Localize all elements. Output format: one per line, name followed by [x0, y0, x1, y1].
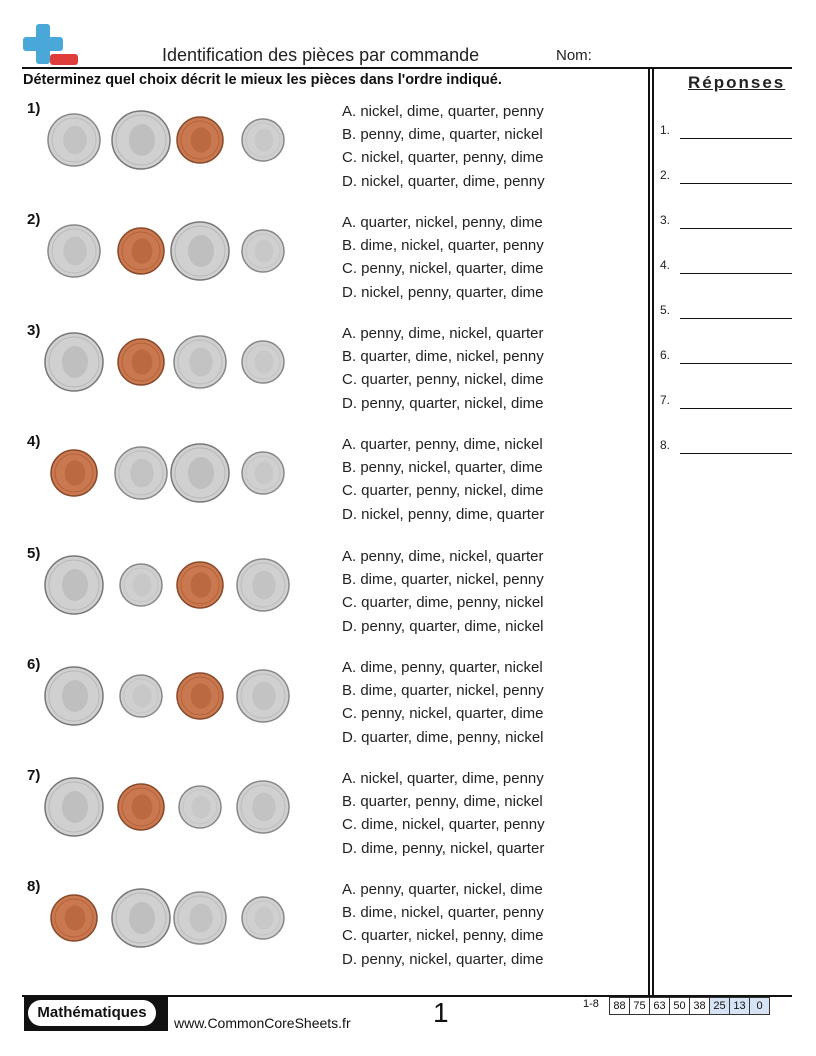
coin-row — [50, 658, 320, 730]
problem-number: 6) — [27, 656, 41, 673]
problem-number: 8) — [27, 878, 41, 895]
coin-row — [50, 769, 320, 841]
quarter-coin-icon — [43, 331, 105, 398]
choice-option: C. quarter, nickel, penny, dime — [342, 927, 544, 945]
problem-2 — [22, 211, 642, 311]
dime-coin-icon — [240, 339, 286, 390]
score-cell: 88 — [610, 998, 630, 1015]
choice-option: A. dime, penny, quarter, nickel — [342, 659, 543, 676]
choice-option: C. penny, nickel, quarter, dime — [342, 705, 544, 723]
choice-list — [342, 767, 545, 860]
nickel-coin-icon — [46, 223, 102, 284]
penny-coin-icon — [175, 671, 225, 726]
answer-blank[interactable] — [680, 183, 792, 184]
answer-number: 7. — [660, 393, 671, 407]
penny-coin-icon — [175, 560, 225, 615]
choice-list — [342, 322, 544, 415]
choice-option: D. penny, quarter, dime, nickel — [342, 617, 544, 635]
answer-row — [660, 258, 792, 278]
choice-option: A. quarter, penny, dime, nickel — [342, 436, 543, 453]
penny-coin-icon — [49, 893, 99, 948]
problem-5 — [22, 545, 642, 645]
penny-coin-icon — [49, 448, 99, 503]
quarter-coin-icon — [169, 220, 231, 287]
answer-row — [660, 393, 792, 413]
choice-option: D. nickel, quarter, dime, penny — [342, 172, 545, 190]
choice-option: C. nickel, quarter, penny, dime — [342, 149, 544, 167]
score-cell: 50 — [670, 998, 690, 1015]
answer-number: 8. — [660, 438, 671, 452]
problem-7 — [22, 767, 642, 867]
choice-option: B. penny, nickel, quarter, dime — [342, 459, 543, 477]
coin-row — [50, 213, 320, 285]
problem-number: 4) — [27, 433, 41, 450]
choice-list — [342, 433, 544, 526]
nickel-coin-icon — [172, 334, 228, 395]
choice-option: C. penny, nickel, quarter, dime — [342, 260, 544, 278]
coin-row — [50, 435, 320, 507]
penny-coin-icon — [116, 337, 166, 392]
page-number: 1 — [433, 997, 449, 1028]
answer-blank[interactable] — [680, 363, 792, 364]
brand-label: Mathématiques — [28, 1000, 156, 1026]
score-cell: 38 — [690, 998, 710, 1015]
answer-number: 6. — [660, 348, 671, 362]
quarter-coin-icon — [43, 776, 105, 843]
brand-badge — [24, 997, 168, 1031]
coin-row — [50, 880, 320, 952]
choice-option: A. nickel, dime, quarter, penny — [342, 103, 544, 120]
choice-option: D. quarter, dime, penny, nickel — [342, 728, 544, 746]
header-divider — [22, 67, 792, 69]
choice-list — [342, 211, 544, 304]
choice-option: D. penny, nickel, quarter, dime — [342, 950, 544, 968]
quarter-coin-icon — [169, 442, 231, 509]
choice-list — [342, 656, 544, 749]
name-label: Nom: — [556, 47, 592, 64]
dime-coin-icon — [118, 673, 164, 724]
answer-number: 4. — [660, 258, 671, 272]
score-range-label: 1-8 — [583, 998, 599, 1010]
answer-row — [660, 123, 792, 143]
penny-coin-icon — [116, 226, 166, 281]
choice-option: C. quarter, dime, penny, nickel — [342, 594, 544, 612]
score-cell: 63 — [650, 998, 670, 1015]
score-table — [609, 997, 770, 1015]
choice-option: C. quarter, penny, nickel, dime — [342, 371, 544, 389]
choice-option: D. nickel, penny, dime, quarter — [342, 505, 545, 523]
choice-option: B. dime, nickel, quarter, penny — [342, 237, 544, 255]
problem-4 — [22, 433, 642, 533]
website-url: www.CommonCoreSheets.fr — [174, 1015, 351, 1031]
penny-coin-icon — [116, 782, 166, 837]
dime-coin-icon — [240, 117, 286, 168]
answer-blank[interactable] — [680, 228, 792, 229]
answer-number: 5. — [660, 303, 671, 317]
penny-coin-icon — [175, 115, 225, 170]
answer-number: 3. — [660, 213, 671, 227]
coin-row — [50, 547, 320, 619]
dime-coin-icon — [240, 228, 286, 279]
nickel-coin-icon — [235, 557, 291, 618]
quarter-coin-icon — [43, 554, 105, 621]
dime-coin-icon — [177, 784, 223, 835]
instructions: Déterminez quel choix décrit le mieux les pièces dans l'ordre indiqué. — [23, 72, 502, 88]
problem-number: 1) — [27, 100, 41, 117]
worksheet-title: Identification des pièces par commande — [162, 45, 480, 65]
choice-option: B. quarter, dime, nickel, penny — [342, 348, 544, 366]
dime-coin-icon — [240, 895, 286, 946]
quarter-coin-icon — [110, 109, 172, 176]
choice-option: B. dime, quarter, nickel, penny — [342, 571, 544, 589]
choice-option: A. penny, quarter, nickel, dime — [342, 881, 543, 898]
nickel-coin-icon — [235, 779, 291, 840]
answer-row — [660, 438, 792, 458]
quarter-coin-icon — [110, 887, 172, 954]
choice-list — [342, 545, 544, 638]
nickel-coin-icon — [172, 890, 228, 951]
answer-row — [660, 168, 792, 188]
nickel-coin-icon — [46, 112, 102, 173]
answer-column-divider-inner — [652, 67, 654, 996]
choice-list — [342, 878, 544, 971]
coin-row — [50, 102, 320, 174]
score-row — [610, 998, 770, 1015]
choice-option: B. dime, quarter, nickel, penny — [342, 682, 544, 700]
coin-row — [50, 324, 320, 396]
choice-option: C. dime, nickel, quarter, penny — [342, 816, 545, 834]
answer-row — [660, 348, 792, 368]
choice-option: B. dime, nickel, quarter, penny — [342, 904, 544, 922]
answer-column-divider — [648, 67, 650, 996]
problem-1 — [22, 100, 642, 200]
choice-option: A. nickel, quarter, dime, penny — [342, 770, 544, 787]
answer-blank[interactable] — [680, 453, 792, 454]
problem-number: 7) — [27, 767, 41, 784]
dime-coin-icon — [118, 562, 164, 613]
choice-option: B. penny, dime, quarter, nickel — [342, 126, 543, 144]
choice-option: A. penny, dime, nickel, quarter — [342, 325, 544, 342]
dime-coin-icon — [240, 450, 286, 501]
score-cell: 25 — [710, 998, 730, 1015]
problem-8 — [22, 878, 642, 978]
choice-option: D. nickel, penny, quarter, dime — [342, 283, 544, 301]
answers-title: Réponses — [688, 73, 786, 92]
answer-blank[interactable] — [680, 408, 792, 409]
choice-option: C. quarter, penny, nickel, dime — [342, 482, 544, 500]
problem-number: 2) — [27, 211, 41, 228]
choice-option: A. penny, dime, nickel, quarter — [342, 548, 544, 565]
score-cell: 0 — [750, 998, 770, 1015]
nickel-coin-icon — [235, 668, 291, 729]
quarter-coin-icon — [43, 665, 105, 732]
answer-number: 1. — [660, 123, 671, 137]
choice-option: B. quarter, penny, dime, nickel — [342, 793, 543, 811]
choice-option: D. dime, penny, nickel, quarter — [342, 839, 545, 857]
choice-option: D. penny, quarter, nickel, dime — [342, 394, 544, 412]
answer-row — [660, 303, 792, 323]
answer-blank[interactable] — [680, 138, 792, 139]
answer-blank[interactable] — [680, 318, 792, 319]
answer-number: 2. — [660, 168, 671, 182]
nickel-coin-icon — [113, 445, 169, 506]
score-cell: 13 — [730, 998, 750, 1015]
problem-number: 3) — [27, 322, 41, 339]
choice-option: A. quarter, nickel, penny, dime — [342, 214, 543, 231]
problem-number: 5) — [27, 545, 41, 562]
problem-3 — [22, 322, 642, 422]
answer-row — [660, 213, 792, 233]
choice-list — [342, 100, 545, 193]
answer-blank[interactable] — [680, 273, 792, 274]
commoncoresheets-logo-icon — [22, 24, 80, 68]
score-cell: 75 — [630, 998, 650, 1015]
problem-6 — [22, 656, 642, 756]
